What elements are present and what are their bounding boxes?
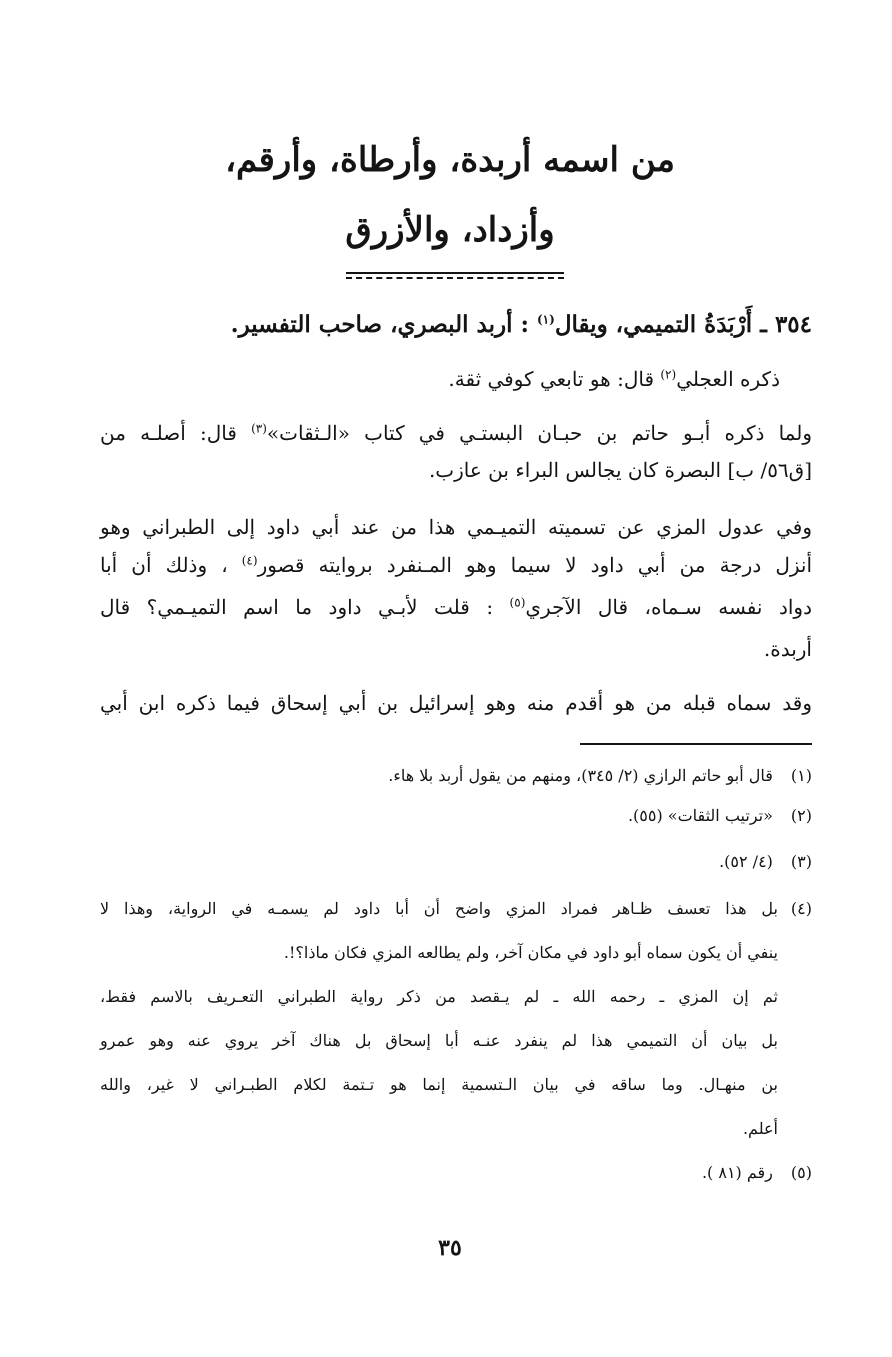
paragraph-3-line-1: وفي عدول المزي عن تسميته التميـمي هذا من عند أبي داود إلى الطبراني وهو — [100, 515, 812, 539]
ijli-line — [448, 366, 780, 392]
ijli-text-b: قال: هو تابعي كوفي ثقة. — [448, 367, 661, 391]
p2-l1-text-b: قال: أصلـه من — [100, 421, 252, 445]
footnote-3-text: (٤/ ٥٢). — [719, 852, 773, 871]
footnote-ref-4: (٤) — [241, 553, 258, 568]
footnote-3-number: (٣) — [790, 852, 812, 871]
entry-heading-rest: : أربد البصري، صاحب التفسير. — [230, 311, 537, 338]
title-underline — [346, 272, 564, 274]
footnote-ref-3: (٣) — [251, 421, 267, 436]
footnote-3 — [719, 851, 812, 873]
entry-heading-text: ٣٥٤ ـ أَرْبَدَةُ التميمي، ويقال — [554, 311, 812, 338]
paragraph-2-line-2: [ق٥٦/ ب] البصرة كان يجالس البراء بن عازب. — [428, 458, 812, 482]
entry-heading — [231, 312, 812, 338]
footnote-ref-1: (١) — [536, 312, 555, 327]
p3-l3-text-a: دواد نفسه سـماه، قال الآجري — [525, 595, 812, 619]
title-underline-dashed — [346, 277, 564, 279]
footnote-ref-2: (٢) — [660, 367, 677, 382]
footnote-1-number: (١) — [790, 766, 812, 785]
footnote-1 — [388, 765, 812, 787]
paragraph-2-line-1 — [100, 420, 812, 446]
p3-l3-text-b: : قلت لأبـي داود ما اسم التميـمي؟ قال — [100, 595, 510, 619]
paragraph-3-line-2 — [100, 552, 812, 578]
footnote-4-number-wrap — [778, 898, 812, 920]
footnote-2-number: (٢) — [790, 806, 812, 825]
footnote-2 — [628, 805, 812, 827]
footnote-5-number: (٥) — [790, 1163, 812, 1182]
paragraph-4-line-1: وقد سماه قبله من هو أقدم منه وهو إسرائيل بن أبي إسحاق فيما ذكره ابن أبي — [100, 691, 812, 715]
paragraph-3-line-3 — [100, 594, 812, 620]
footnote-2-text: «ترتيب الثقات» (٥٥). — [627, 806, 773, 825]
footnote-4-line-3: ثم إن المزي ـ رحمه الله ـ لم يـقصد من ذكر رواية الطبراني التعـريف بالاسم فقط، — [100, 987, 779, 1006]
footnote-ref-5: (٥) — [509, 595, 526, 610]
footnote-4-line-5: بن منهـال. وما ساقه في بيان الـتسمية إنما هو تـتمة لكلام الطبـراني لا غير، والله — [100, 1075, 778, 1094]
footnote-4-line-4: بل بيان أن التميمي هذا لم ينفرد عنـه أبا إسحاق بل هناك آخر يروي عنه وهو عمرو — [100, 1031, 778, 1050]
footnote-1-text: قال أبو حاتم الرازي (٢/ ٣٤٥)، ومنهم من يقول أربد بلا هاء. — [388, 766, 773, 785]
footnote-4-line-1: بل هذا تعسف ظـاهر فمراد المزي واضح أن أبا داود لم يسمـه في الرواية، وهذا لا — [100, 899, 778, 918]
footnote-4-number: (٤) — [790, 899, 812, 918]
chapter-title-line-2: وأزداد، والأزرق — [345, 210, 555, 250]
paragraph-3-line-4: أربدة. — [763, 637, 812, 661]
p3-l2-text-b: ، وذلك أن أبا — [100, 553, 242, 577]
chapter-title-line-1: من اسمه أربدة، وأرطاة، وأرقم، — [225, 140, 675, 180]
page-number: ٣٥ — [438, 1235, 462, 1261]
p3-l2-text-a: أنزل درجة من أبي داود لا سيما وهو المـنفرد بروايته قصور — [257, 553, 813, 577]
footnote-separator — [580, 743, 812, 745]
footnote-5-text: رقم (٨١ ). — [701, 1163, 773, 1182]
footnote-4-line-2: ينفي أن يكون سماه أبو داود في مكان آخر، ولم يطالعه المزي فكان ماذا؟!. — [283, 943, 778, 962]
footnote-4-line-6: أعلم. — [742, 1119, 778, 1138]
p2-l1-text-a: ولما ذكره أبـو حاتم بن حبـان البستـي في كتاب «الـثقات» — [266, 421, 812, 445]
ijli-text-a: ذكره العجلي — [676, 367, 780, 391]
footnote-5 — [702, 1162, 812, 1184]
